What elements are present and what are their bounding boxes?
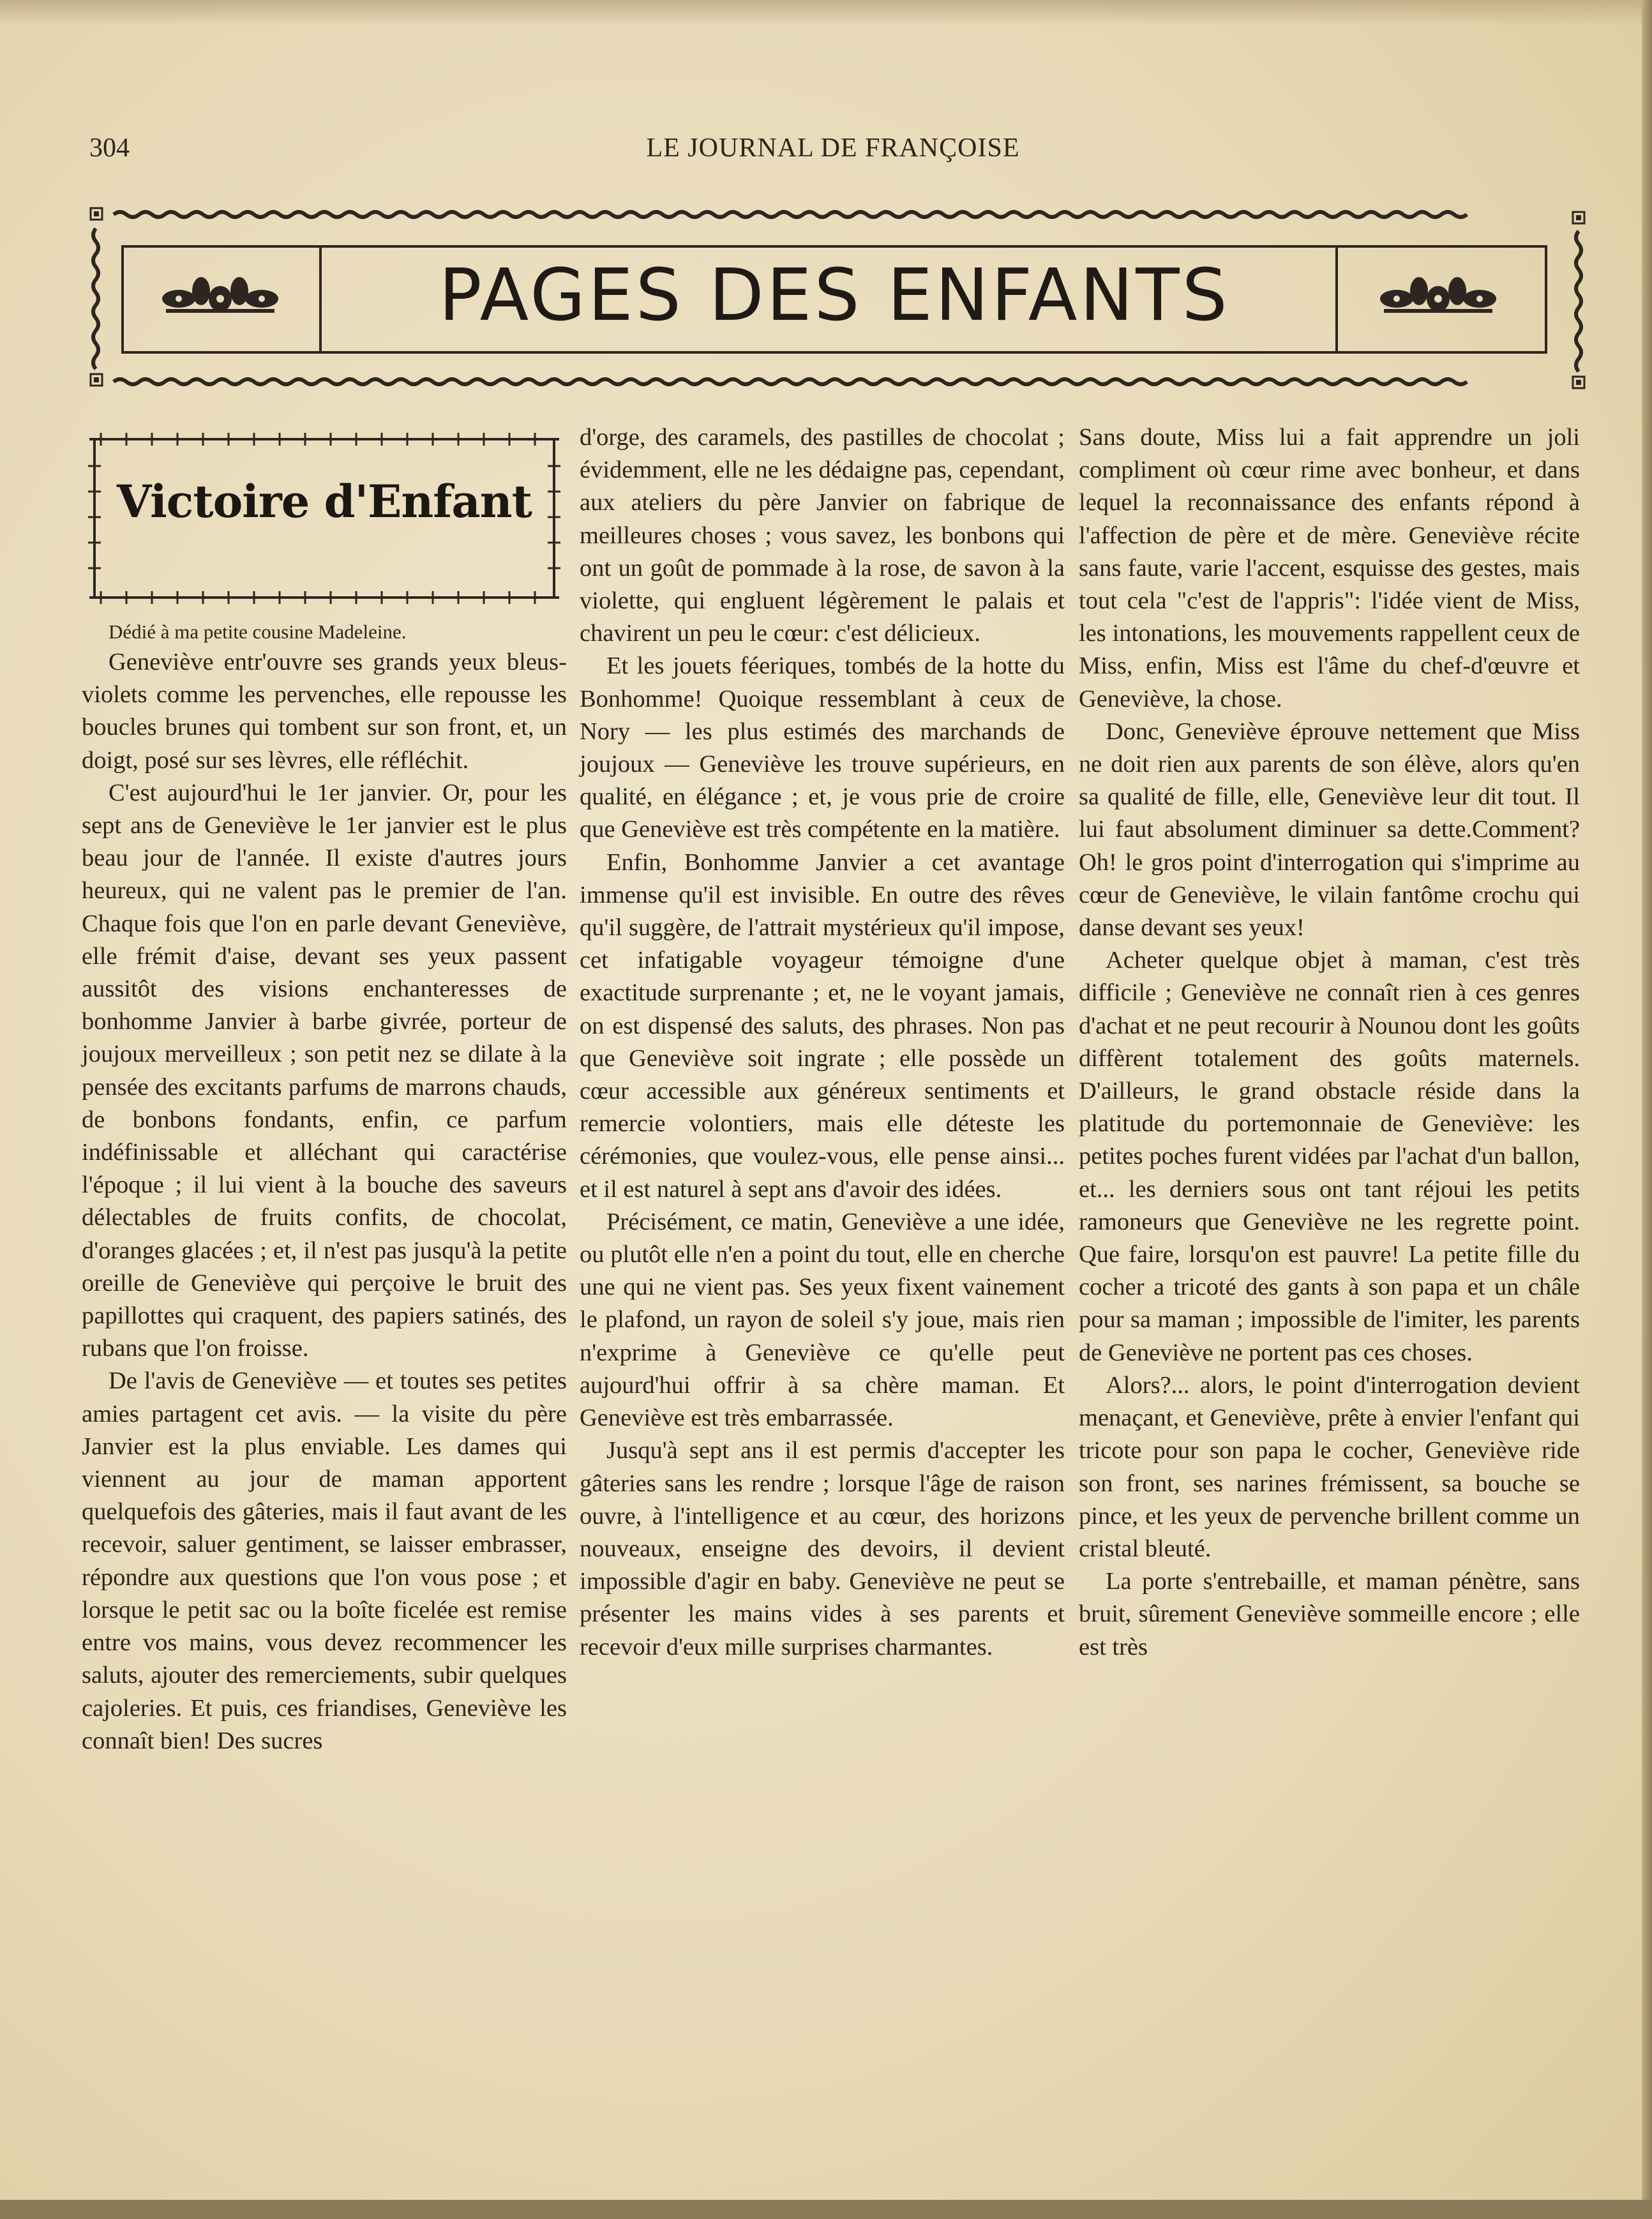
paragraph: Jusqu'à sept ans il est permis d'accepter les gâteries sans les rendre ; lorsque l'âge de raison ouvre, à l'intelligence et au cœur, des horizons nouveaux, enseigne des devoirs, il devient impossible d'agir en baby. Geneviève ne peut se présenter les mains vides à ses parents et recevoir d'eux mille surprises charmantes. bbox=[580, 1437, 1065, 1660]
paragraph: Acheter quelque objet à maman, c'est très difficile ; Geneviève ne connaît rien à ces genres d'achat et ne peut recourir à Nounou dont les goûts diffèrent totalement des goûts maternels. D'ailleurs, le grand obstacle réside dans la platitude du portemonnaie de Geneviève: les petites poches furent vidées par l'achat d'un ballon, et... les derniers sous ont tant réjoui les petits ramoneurs que Geneviève ne les regrette point. Que faire, lorsqu'on est pauvre! La petite fille du cocher a tricoté des gants à son papa et un châle pour sa maman ; impossible de l'imiter, les parents de Geneviève ne portent pas ces choses. bbox=[1079, 947, 1580, 1366]
paragraph: Alors?... alors, le point d'interrogation devient menaçant, et Geneviève, prête à envier l'enfant qui tricote pour son papa le cocher, Geneviève ride son front, ses narines frémissent, sa bouche se pince, et les yeux de pervenche brillent comme un cristal bleuté. bbox=[1079, 1371, 1580, 1562]
section-banner bbox=[88, 203, 1589, 392]
page-bottom-edge bbox=[0, 2200, 1652, 2219]
leaf-ornament-icon bbox=[1378, 273, 1499, 324]
paragraph: Et les jouets féeriques, tombés de la hotte du Bonhomme! Quoique ressemblant à ceux de Nory — les plus estimés des marchands de joujoux — Geneviève les trouve supérieurs, en qualité, en élégance ; et, je vous prie de croire que Geneviève est très compétente en la matière. bbox=[580, 652, 1065, 843]
page-number: 304 bbox=[89, 133, 130, 163]
paragraph: Donc, Geneviève éprouve nettement que Miss ne doit rien aux parents de son élève, alors qu'en sa qualité de fille, elle, Geneviève leur dit tout. Il lui faut absolument diminuer sa dette.Comment? Oh! le gros point d'interrogation qui s'imprime au cœur de Geneviève, le vilain fantôme crochu qui danse devant ses yeux! bbox=[1079, 718, 1580, 942]
dedication: Dédié à ma petite cousine Madeleine. bbox=[109, 621, 407, 643]
banner-frame bbox=[121, 245, 1547, 354]
paragraph: C'est aujourd'hui le 1er janvier. Or, pour les sept ans de Geneviève le 1er janvier est le plus beau jour de l'année. Il existe d'autres jours heureux, qui ne valent pas le premier de l'an. Chaque fois que l'on en parle devant Geneviève, elle frémit d'aise, devant ses yeux passent aussitôt des visions enchanteresses de bonhomme Janvier à barbe givrée, porteur de joujoux merveilleux ; son petit nez se dilate à la pensée des excitants parfums de marrons chauds, de bonbons fondants, enfin, ce parfum indéfinissable et alléchant qui caractérise l'époque ; il lui vient à la bouche des saveurs délectables de fruits confits, de chocolat, d'oranges glacées ; et, il n'est pas jusqu'à la petite oreille de Geneviève qui perçoive le bruit des papillottes qui craquent, des papiers satinés, des rubans que l'on froisse. bbox=[82, 779, 567, 1362]
banner-title: PAGES DES ENFANTS bbox=[439, 254, 1230, 337]
article-title: Victoire d'Enfant bbox=[116, 475, 532, 528]
paragraph: La porte s'entrebaille, et maman pénètre, sans bruit, sûrement Geneviève sommeille encore ; elle est très bbox=[1079, 1568, 1580, 1660]
paragraph: De l'avis de Geneviève — et toutes ses petites amies partagent cet avis. — la visite du père Janvier est la plus enviable. Les dames qui viennent au jour de maman apportent quelquefois des gâteries, mais il faut avant de les recevoir, saluer gentiment, se laisser embrasser, répondre aux questions que l'on vous pose ; et lorsque le petit sac ou la boîte ficelée est remise entre vos mains, vous devez recommencer les saluts, ajouter des remerciements, subir quelques cajoleries. Et puis, ces friandises, Geneviève les connaît bien! Des sucres bbox=[82, 1367, 567, 1754]
paragraph: Précisément, ce matin, Geneviève a une idée, ou plutôt elle n'en a point du tout, elle en cherche une qui ne vient pas. Ses yeux fixent vainement le plafond, un rayon de soleil s'y joue, mais rien n'exprime à Geneviève ce qu'elle peut aujourd'hui offrir à sa chère maman. Et Geneviève est très embarrassée. bbox=[580, 1208, 1065, 1432]
column-2 bbox=[580, 421, 1065, 1664]
article-heading-box bbox=[82, 421, 567, 613]
journal-title: LE JOURNAL DE FRANÇOISE bbox=[646, 133, 1020, 163]
column-3 bbox=[1079, 421, 1580, 1664]
page-right-edge bbox=[1642, 0, 1652, 2219]
paragraph: Sans doute, Miss lui a fait apprendre un joli compliment où cœur rime avec bonheur, et dans lequel la reconnaissance des enfants répond à l'affection de père et de mère. Geneviève récite sans faute, varie l'accent, esquisse des gestes, mais tout cela "c'est de l'appris": l'idée vient de Miss, les intonations, les mouvements rappellent ceux de Miss, enfin, Miss est l'âme du chef-d'œuvre et Geneviève, la chose. bbox=[1079, 424, 1580, 712]
running-head bbox=[89, 133, 1577, 171]
column-1 bbox=[82, 421, 567, 1757]
paragraph: d'orge, des caramels, des pastilles de chocolat ; évidemment, elle ne les dédaigne pas, cependant, aux ateliers du père Janvier on fabrique de meilleures choses ; vous savez, les bonbons qui ont un goût de pommade à la rose, de savon à la violette, qui engluent légèrement le palais et chavirent un peu le cœur: c'est délicieux. bbox=[580, 424, 1065, 647]
page-top-shadow bbox=[0, 0, 1652, 26]
paragraph: Enfin, Bonhomme Janvier a cet avantage immense qu'il est invisible. En outre des rêves qu'il suggère, de l'attrait mystérieux qu'il impose, cet infatigable voyageur témoigne d'une exactitude surprenante ; et, ne le voyant jamais, on est dispensé des saluts, des phrases. Non pas que Geneviève soit ingrate ; elle possède un cœur accessible aux généreux sentiments et remercie volontiers, mais elle déteste les cérémonies, que voulez-vous, elle pense ainsi... et il est naturel à sept ans d'avoir des idées. bbox=[580, 848, 1065, 1203]
paragraph: Geneviève entr'ouvre ses grands yeux bleus-violets comme les pervenches, elle repousse les boucles brunes qui tombent sur son front, et, un doigt, posé sur ses lèvres, elle réfléchit. bbox=[82, 649, 567, 774]
